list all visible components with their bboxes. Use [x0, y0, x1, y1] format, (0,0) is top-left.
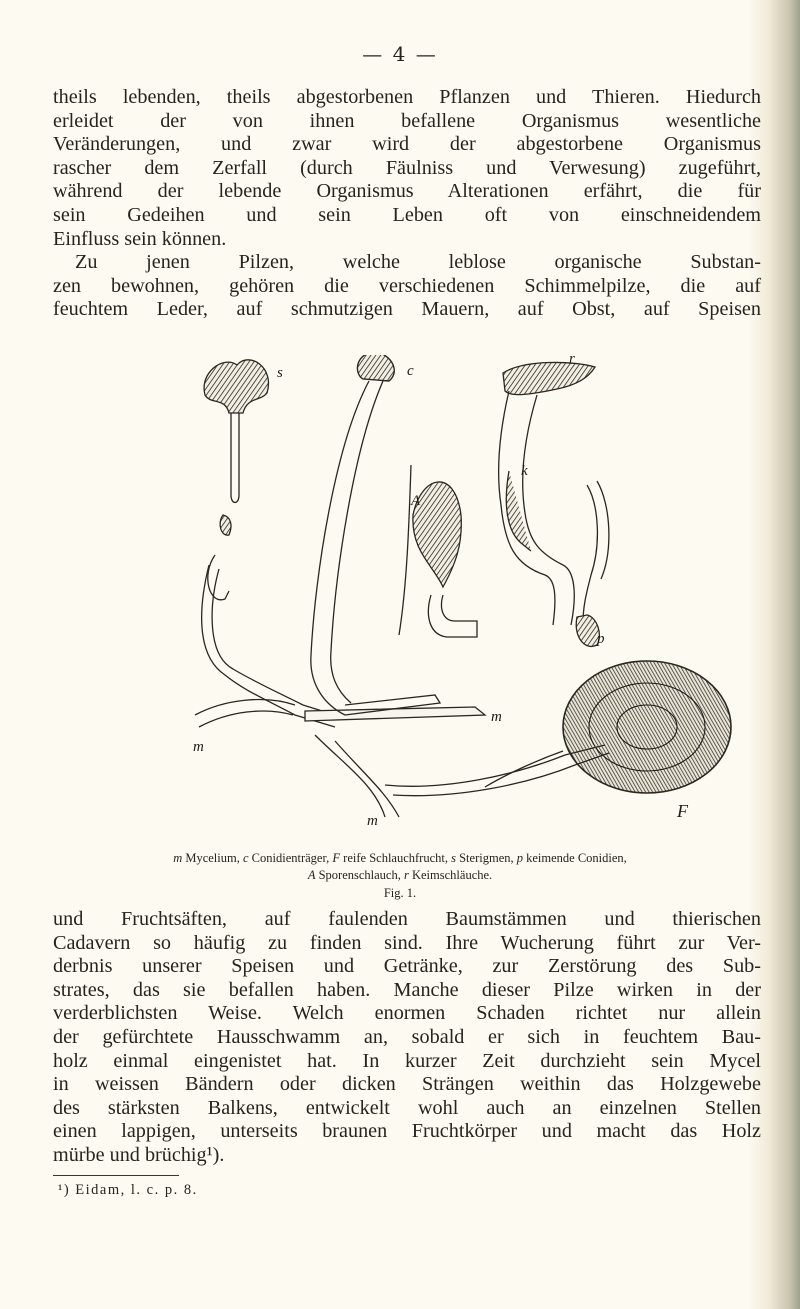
text-line: in weissen Bändern oder dicken Strängen weithin das Holzgewebe — [53, 1073, 761, 1096]
text-line: verderblichsten Weise. Welch enormen Schaden richtet nur allein — [53, 1002, 761, 1025]
text-line: des stärksten Balkens, entwickelt wohl auch an einzelnen Stellen — [53, 1096, 761, 1119]
germ-tube-r-right — [583, 485, 597, 623]
text-line: derbnis unserer Speisen und Getränke, zur Zerstörung des Sub- — [53, 955, 761, 978]
text-line: zen bewohnen, gehören die verschiedenen Schimmelpilze, die auf — [53, 274, 761, 297]
caption-key: A — [307, 867, 316, 882]
text-line: einen lappigen, unterseits braunen Fruchtkörper und macht das Holz — [53, 1120, 761, 1143]
conidiophore-c — [357, 355, 394, 381]
conidiophore-r — [503, 362, 595, 394]
page-number: — 4 — — [362, 42, 438, 66]
figure-number: Fig. 1. — [383, 886, 417, 900]
conidium-f — [220, 515, 231, 535]
label-A: A — [411, 493, 421, 509]
label-r: r — [569, 355, 575, 367]
label-m-left: m — [193, 739, 204, 755]
footnote: ¹) Eidam, l. c. p. 8. — [58, 1182, 198, 1198]
label-m-bottom: m — [367, 813, 378, 825]
label-k: k — [521, 463, 528, 479]
caption-key: c — [242, 851, 249, 865]
caption-text: Mycelium, — [182, 851, 243, 865]
caption-line-2 — [60, 867, 740, 884]
label-m-mid: m — [491, 709, 502, 725]
text-line: holz einmal eingenistet hat. In kurzer Zeit durchzieht sein Mycel — [53, 1049, 761, 1072]
paragraph-top — [53, 86, 761, 322]
fungus-illustration — [185, 355, 745, 825]
text-line: und Fruchtsäften, auf faulenden Baumstämmen und thierischen — [53, 908, 761, 930]
text-line: sein Gedeihen und sein Leben oft von einschneidendem — [53, 203, 761, 226]
label-p: p — [597, 631, 605, 647]
text-line: mürbe und brüchig¹). — [53, 1143, 225, 1166]
mycelium-left — [195, 700, 295, 727]
caption-text: Keimschläuche. — [408, 867, 493, 882]
caption-key: F — [332, 851, 341, 865]
caption-text: Sporenschlauch, — [315, 867, 404, 882]
germ-tube-left — [202, 565, 335, 727]
paragraph-bottom — [53, 908, 761, 1168]
text-line: während der lebende Organismus Alterationen erfährt, die für — [53, 180, 761, 203]
text-line: Zu jenen Pilzen, welche leblose organische Substan- — [75, 251, 761, 274]
conidium-stalk — [208, 555, 229, 600]
caption-key: r — [403, 867, 409, 882]
caption-text: keimende Conidien, — [523, 851, 627, 865]
label-c: c — [407, 363, 414, 379]
caption-key: s — [451, 851, 456, 865]
mycelium-bottom — [315, 735, 399, 817]
caption-key: p — [516, 851, 523, 865]
text-line: feuchtem Leder, auf schmutzigen Mauern, auf Obst, auf Speisen — [53, 298, 761, 321]
text-line: strates, das sie befallen haben. Manche dieser Pilze wirken in der — [53, 978, 761, 1001]
caption-text: Sterigmen, — [455, 851, 517, 865]
caption-text: reife Schlauchfrucht, — [340, 851, 452, 865]
text-line: der gefürchtete Hausschwamm an, sobald er sich in feuchtem Bau- — [53, 1025, 761, 1048]
caption-key: m — [173, 851, 183, 865]
sterigma-head-left — [204, 360, 268, 413]
footnote-rule — [53, 1175, 179, 1176]
text-line: Einfluss sein können. — [53, 227, 227, 250]
germ-tube-k — [506, 471, 531, 551]
text-line: Veränderungen, und zwar wird der abgestorbene Organismus — [53, 133, 761, 156]
text-line: rascher dem Zerfall (durch Fäulniss und Verwesung) zugeführt, — [53, 156, 761, 179]
caption-line-1 — [60, 850, 740, 867]
conidium-p — [576, 615, 599, 646]
conidiophore-s — [231, 413, 239, 503]
label-F: F — [677, 801, 688, 821]
figure-caption — [60, 850, 740, 883]
text-line: theils lebenden, theils abgestorbenen Pflanzen und Thieren. Hiedurch — [53, 86, 761, 108]
text-line: erleidet der von ihnen befallene Organismus wesentliche — [53, 109, 761, 132]
label-s: s — [277, 365, 283, 381]
caption-text: Conidienträger, — [248, 851, 333, 865]
ascocarp-F — [563, 661, 731, 793]
text-line: Cadavern so häufig zu finden sind. Ihre Wucherung führt zur Ver- — [53, 931, 761, 954]
